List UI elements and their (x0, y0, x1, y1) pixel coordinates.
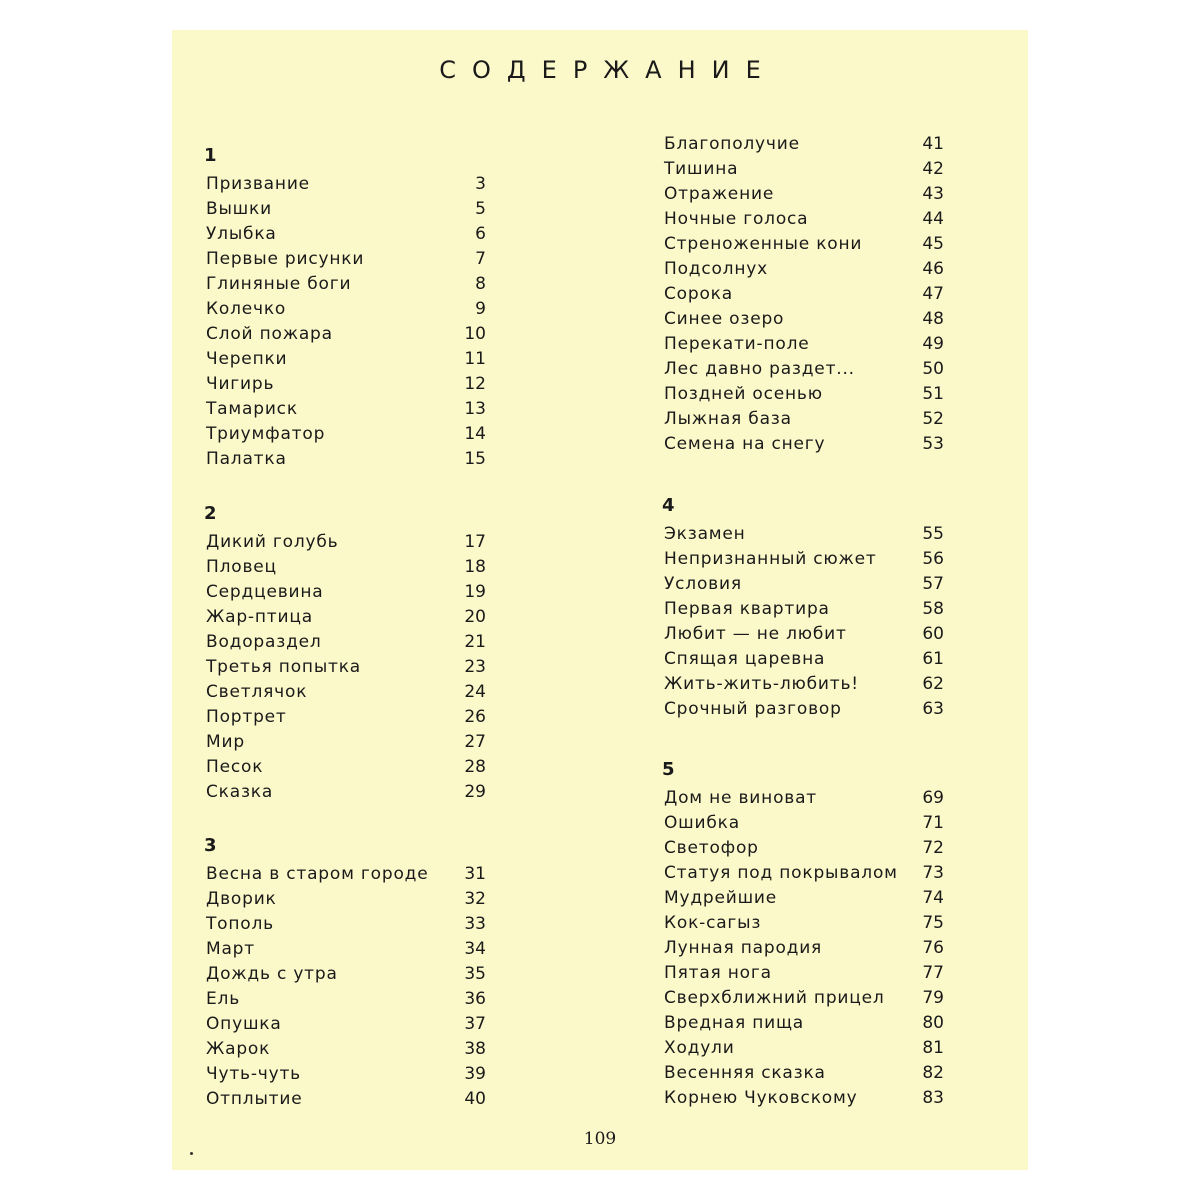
toc-entry (206, 1062, 486, 1087)
entry-page: 36 (464, 989, 486, 1009)
toc-entry (206, 1087, 486, 1112)
entry-page: 37 (464, 1014, 486, 1034)
entry-title: Мир (206, 732, 245, 752)
entry-title: Призвание (206, 174, 310, 194)
entry-title: Весенняя сказка (664, 1063, 826, 1083)
toc-entry (206, 730, 486, 755)
entry-title: Статуя под покрывалом (664, 863, 898, 883)
entry-page: 15 (464, 449, 486, 469)
entry-title: Непризнанный сюжет (664, 549, 877, 569)
toc-entry (206, 755, 486, 780)
entry-page: 42 (922, 159, 944, 179)
entry-title: Песок (206, 757, 264, 777)
toc-entry (206, 197, 486, 222)
entry-title: Дождь с утра (206, 964, 338, 984)
entry-title: Колечко (206, 299, 287, 319)
entry-title: Весна в старом городе (206, 864, 429, 884)
entry-page: 33 (464, 914, 486, 934)
entry-page: 51 (922, 384, 944, 404)
entry-page: 26 (464, 707, 486, 727)
entry-title: Поздней осенью (664, 384, 823, 404)
entry-page: 80 (922, 1013, 944, 1033)
entry-page: 19 (464, 582, 486, 602)
entry-page: 62 (922, 674, 944, 694)
toc-entry (664, 547, 944, 572)
toc-entry (206, 247, 486, 272)
entry-title: Ошибка (664, 813, 740, 833)
entry-title: Перекати-поле (664, 334, 810, 354)
toc-entry (664, 257, 944, 282)
entry-title: Светофор (664, 838, 759, 858)
entry-page: 20 (464, 607, 486, 627)
entry-title: Третья попытка (206, 657, 362, 677)
entry-page: 12 (464, 374, 486, 394)
toc-entry (206, 912, 486, 937)
entry-title: Чигирь (206, 374, 275, 394)
toc-entry (664, 132, 944, 157)
entry-page: 48 (922, 309, 944, 329)
entry-title: Палатка (206, 449, 287, 469)
toc-entry (206, 447, 486, 472)
entry-page: 34 (464, 939, 486, 959)
entry-page: 18 (464, 557, 486, 577)
entry-page: 6 (475, 224, 486, 244)
toc-entry (664, 207, 944, 232)
section-number: 4 (662, 495, 675, 516)
entry-page: 21 (464, 632, 486, 652)
entry-page: 40 (464, 1089, 486, 1109)
toc-entry (206, 680, 486, 705)
entry-page: 50 (922, 359, 944, 379)
toc-entry (206, 372, 486, 397)
entry-title: Пловец (206, 557, 277, 577)
toc-entry (664, 382, 944, 407)
entry-page: 55 (922, 524, 944, 544)
toc-entry (664, 522, 944, 547)
entry-page: 39 (464, 1064, 486, 1084)
toc-entry (664, 572, 944, 597)
section-number: 3 (204, 835, 217, 856)
entry-page: 57 (922, 574, 944, 594)
entry-title: Экзамен (664, 524, 746, 544)
entry-page: 46 (922, 259, 944, 279)
entry-page: 69 (922, 788, 944, 808)
entry-title: Корнею Чуковскому (664, 1088, 858, 1108)
entry-page: 72 (922, 838, 944, 858)
entry-title: Март (206, 939, 255, 959)
entry-page: 17 (464, 532, 486, 552)
entry-page: 14 (464, 424, 486, 444)
entry-title: Водораздел (206, 632, 322, 652)
toc-entry (206, 705, 486, 730)
entry-title: Ходули (664, 1038, 735, 1058)
toc-entry (664, 307, 944, 332)
toc-entry (206, 422, 486, 447)
entry-page: 79 (922, 988, 944, 1008)
entry-page: 3 (475, 174, 486, 194)
entry-page: 41 (922, 134, 944, 154)
entry-title: Дикий голубь (206, 532, 339, 552)
entry-page: 60 (922, 624, 944, 644)
toc-entry (664, 597, 944, 622)
toc-entry (664, 936, 944, 961)
entry-title: Дом не виноват (664, 788, 818, 808)
toc-entry (206, 630, 486, 655)
entry-page: 52 (922, 409, 944, 429)
toc-entry (206, 397, 486, 422)
print-speck (190, 1152, 193, 1155)
entry-page: 53 (922, 434, 944, 454)
entry-title: Лыжная база (664, 409, 792, 429)
toc-entry (664, 786, 944, 811)
entry-title: Вредная пища (664, 1013, 805, 1033)
entry-title: Триумфатор (206, 424, 326, 444)
entry-title: Портрет (206, 707, 287, 727)
toc-entry (664, 1086, 944, 1111)
toc-entry (664, 232, 944, 257)
entry-title: Ель (206, 989, 241, 1009)
entry-page: 61 (922, 649, 944, 669)
entry-title: Синее озеро (664, 309, 785, 329)
entry-title: Слой пожара (206, 324, 333, 344)
entry-title: Пятая нога (664, 963, 772, 983)
entry-page: 24 (464, 682, 486, 702)
toc-entry (206, 605, 486, 630)
entry-page: 81 (922, 1038, 944, 1058)
entry-page: 29 (464, 782, 486, 802)
entry-page: 47 (922, 284, 944, 304)
entry-title: Кок-сагыз (664, 913, 762, 933)
toc-entry (206, 322, 486, 347)
entry-page: 9 (475, 299, 486, 319)
entry-page: 11 (464, 349, 486, 369)
entry-title: Улыбка (206, 224, 277, 244)
entry-page: 71 (922, 813, 944, 833)
entry-page: 77 (922, 963, 944, 983)
entry-title: Сказка (206, 782, 274, 802)
entry-title: Сердцевина (206, 582, 324, 602)
entry-title: Жарок (206, 1039, 271, 1059)
entry-page: 83 (922, 1088, 944, 1108)
entry-page: 32 (464, 889, 486, 909)
page-number: 109 (583, 1129, 617, 1149)
entry-page: 31 (464, 864, 486, 884)
section-number: 5 (662, 759, 675, 780)
toc-entry (664, 861, 944, 886)
entry-title: Жар-птица (206, 607, 313, 627)
toc-entry (206, 297, 486, 322)
toc-entry (664, 332, 944, 357)
book-page (172, 30, 1028, 1170)
toc-entry (206, 887, 486, 912)
entry-title: Лунная пародия (664, 938, 823, 958)
entry-page: 23 (464, 657, 486, 677)
toc-entry (206, 780, 486, 805)
toc-entry (206, 655, 486, 680)
entry-title: Благополучие (664, 134, 800, 154)
entry-page: 38 (464, 1039, 486, 1059)
toc-entry (664, 432, 944, 457)
toc-entry (664, 357, 944, 382)
entry-title: Дворик (206, 889, 277, 909)
entry-page: 43 (922, 184, 944, 204)
entry-page: 10 (464, 324, 486, 344)
toc-entry (664, 811, 944, 836)
toc-entry (664, 407, 944, 432)
entry-title: Семена на снегу (664, 434, 826, 454)
entry-title: Первая квартира (664, 599, 830, 619)
entry-title: Жить-жить-любить! (664, 674, 859, 694)
toc-entry (664, 1061, 944, 1086)
toc-entry (664, 1011, 944, 1036)
toc-entry (206, 172, 486, 197)
entry-page: 5 (475, 199, 486, 219)
toc-entry (206, 987, 486, 1012)
toc-entry (206, 862, 486, 887)
toc-entry (206, 272, 486, 297)
toc-entry (664, 986, 944, 1011)
toc-entry (206, 222, 486, 247)
entry-title: Глиняные боги (206, 274, 352, 294)
entry-title: Тамариск (206, 399, 298, 419)
entry-title: Спящая царевна (664, 649, 826, 669)
entry-page: 27 (464, 732, 486, 752)
toc-entry (664, 282, 944, 307)
entry-page: 76 (922, 938, 944, 958)
entry-page: 58 (922, 599, 944, 619)
entry-page: 74 (922, 888, 944, 908)
entry-page: 35 (464, 964, 486, 984)
toc-entry (206, 580, 486, 605)
toc-entry (664, 1036, 944, 1061)
entry-page: 13 (464, 399, 486, 419)
entry-page: 63 (922, 699, 944, 719)
entry-title: Тишина (664, 159, 739, 179)
entry-title: Ночные голоса (664, 209, 809, 229)
entry-title: Светлячок (206, 682, 308, 702)
toc-entry (206, 1037, 486, 1062)
entry-page: 73 (922, 863, 944, 883)
entry-title: Лес давно раздет... (664, 359, 855, 379)
entry-title: Условия (664, 574, 742, 594)
toc-entry (664, 672, 944, 697)
entry-page: 8 (475, 274, 486, 294)
entry-title: Мудрейшие (664, 888, 778, 908)
page-title: СОДЕРЖАНИЕ (439, 56, 777, 84)
toc-entry (664, 157, 944, 182)
entry-title: Опушка (206, 1014, 282, 1034)
toc-entry (664, 622, 944, 647)
toc-entry (664, 697, 944, 722)
entry-title: Сверхближний прицел (664, 988, 885, 1008)
entry-page: 82 (922, 1063, 944, 1083)
entry-title: Стреноженные кони (664, 234, 863, 254)
entry-page: 56 (922, 549, 944, 569)
entry-title: Срочный разговор (664, 699, 842, 719)
toc-entry (206, 937, 486, 962)
entry-title: Подсолнух (664, 259, 768, 279)
entry-page: 49 (922, 334, 944, 354)
toc-entry (664, 836, 944, 861)
toc-entry (664, 911, 944, 936)
toc-entry (206, 555, 486, 580)
entry-title: Отражение (664, 184, 775, 204)
toc-entry (206, 962, 486, 987)
entry-page: 7 (475, 249, 486, 269)
entry-title: Сорока (664, 284, 733, 304)
entry-title: Черепки (206, 349, 288, 369)
entry-title: Отплытие (206, 1089, 303, 1109)
toc-entry (206, 347, 486, 372)
entry-page: 45 (922, 234, 944, 254)
section-number: 2 (204, 503, 217, 524)
entry-page: 28 (464, 757, 486, 777)
toc-entry (664, 961, 944, 986)
entry-title: Чуть-чуть (206, 1064, 301, 1084)
entry-title: Любит — не любит (664, 624, 847, 644)
entry-title: Тополь (206, 914, 274, 934)
toc-entry (206, 530, 486, 555)
toc-entry (664, 886, 944, 911)
toc-entry (664, 647, 944, 672)
toc-entry (206, 1012, 486, 1037)
toc-entry (664, 182, 944, 207)
entry-page: 75 (922, 913, 944, 933)
section-number: 1 (204, 145, 217, 166)
entry-title: Первые рисунки (206, 249, 365, 269)
entry-page: 44 (922, 209, 944, 229)
entry-title: Вышки (206, 199, 272, 219)
